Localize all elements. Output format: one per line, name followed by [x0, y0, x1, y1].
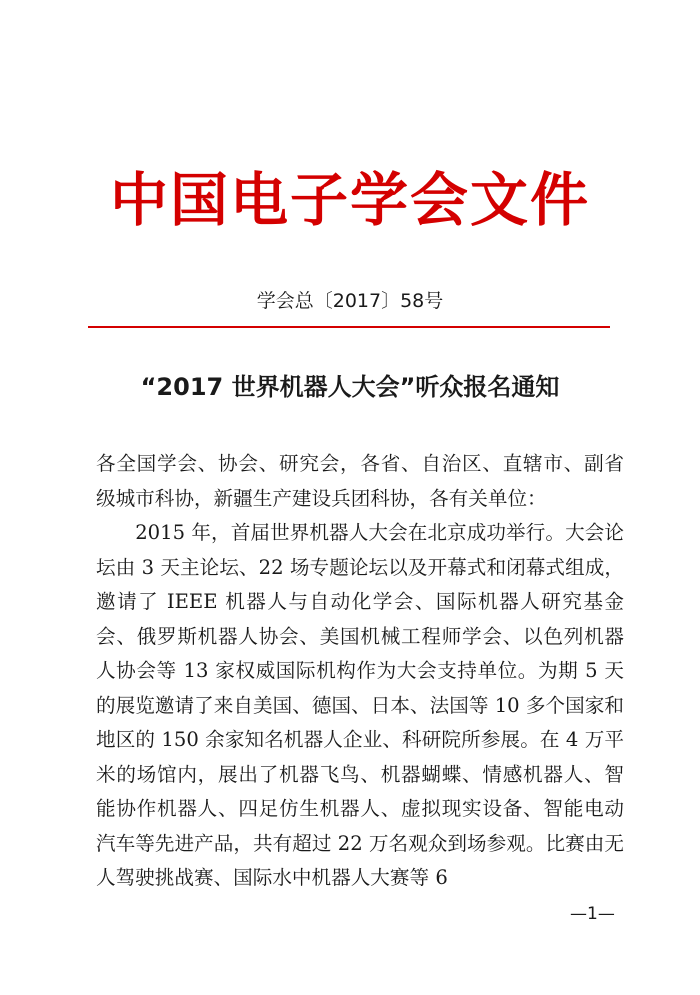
body-text — [96, 447, 624, 896]
page-number: —1— — [570, 904, 615, 924]
document-number: 学会总〔2017〕58号 — [256, 290, 444, 312]
red-divider-line — [88, 326, 610, 328]
salutation-paragraph: 各全国学会、协会、研究会，各省、自治区、直辖市、副省级城市科协，新疆生产建设兵团科协，各有关单位： — [96, 452, 624, 510]
notice-title: “2017 世界机器人大会”听众报名通知 — [140, 373, 560, 401]
document-header-title: 中国电子学会文件 — [109, 166, 590, 234]
body-paragraph-1: 2015 年，首届世界机器人大会在北京成功举行。大会论坛由 3 天主论坛、22 场专题论坛以及开幕式和闭幕式组成，邀请了 IEEE 机器人与自动化学会、国际机器人研究基金会、俄罗斯机器人协会、美国机械工程师学会、以色列机器人协会等 13 家权威国际机构作为大会支持单位。为期 5 天的展览邀请了来自美国、德国、日本、法国等 10 多个国家和地区的 150 余家知名机器人企业、科研院所参展。在 4 万平米的场馆内，展出了机器飞鸟、机器蝴蝶、情感机器人、智能协作机器人、四足仿生机器人、虚拟现实设备、智能电动汽车等先进产品，共有超过 22 万名观众到场参观。比赛由无人驾驶挑战赛、国际水中机器人大赛等 6 — [96, 521, 624, 889]
